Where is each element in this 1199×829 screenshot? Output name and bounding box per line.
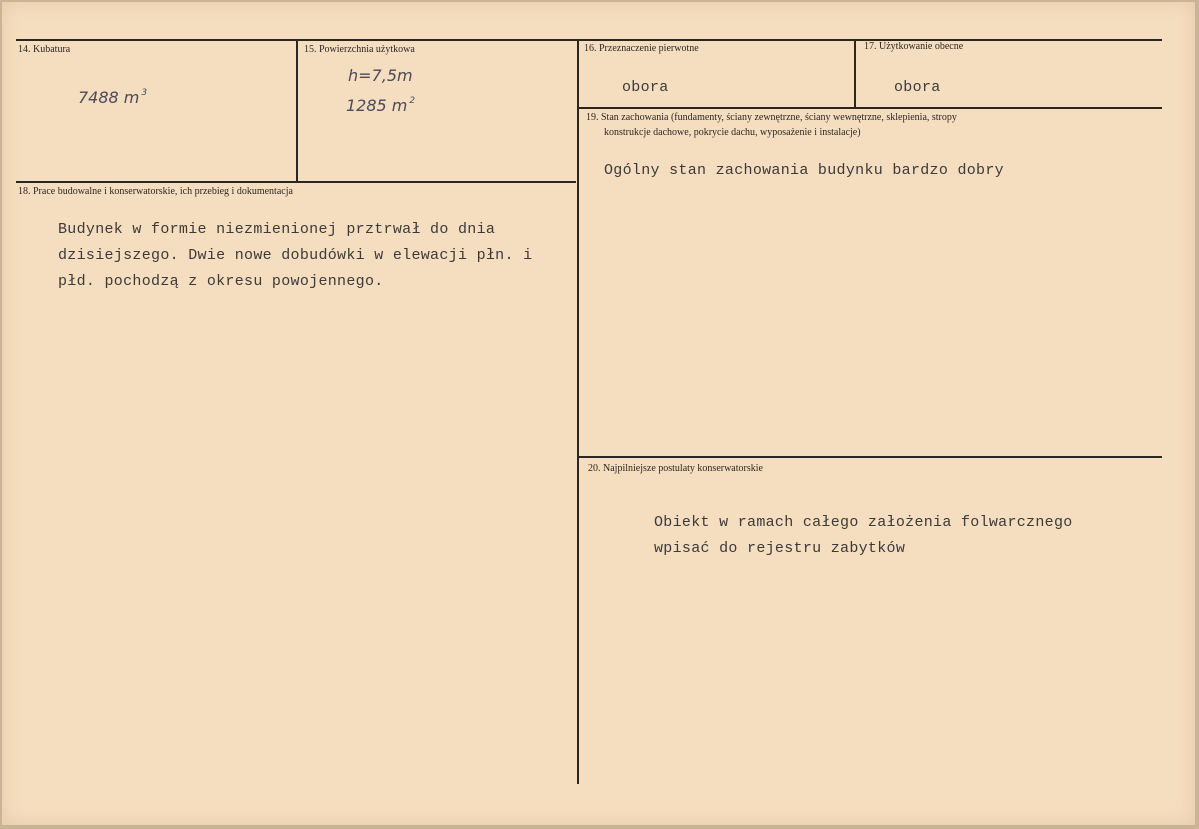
record-card (2, 2, 1195, 825)
kubatura-value (78, 88, 147, 107)
conservation-postulates-text (654, 510, 1073, 562)
construction-line-2: dzisiejszego. Dwie nowe dobudówki w elewacji płn. i (58, 247, 533, 264)
construction-line-1: Budynek w formie niezmienionej prztrwał do dnia (58, 221, 496, 238)
construction-works-text (58, 217, 532, 295)
postulate-line-1: Obiekt w ramach całego założenia folwarcznego (654, 514, 1073, 531)
divider-16-17 (854, 39, 856, 108)
divider-14-15 (296, 39, 298, 182)
field-20-label: 20. Najpilniejsze postulaty konserwatorskie (588, 463, 763, 474)
original-purpose-value: obora (622, 79, 669, 96)
postulate-line-2: wpisać do rejestru zabytków (654, 540, 906, 557)
field-19-label-line-2: konstrukcje dachowe, pokrycie dachu, wyposażenie i instalacje) (604, 127, 861, 138)
field-18-label: 18. Prace budowalne i konserwatorskie, ich przebieg i dokumentacja (18, 186, 293, 197)
condition-value: Ogólny stan zachowania budynku bardzo dobry (604, 162, 1004, 179)
top-rule (16, 39, 1162, 41)
section-19-bottom-rule (578, 456, 1162, 458)
construction-line-3: płd. pochodzą z okresu powojennego. (58, 273, 384, 290)
row1-bottom-rule-right (578, 107, 1162, 109)
kubatura-exponent: 3 (141, 88, 148, 98)
field-16-label: 16. Przeznaczenie pierwotne (584, 43, 699, 54)
field-15-label: 15. Powierzchnia użytkowa (304, 44, 415, 55)
area-text: 1285 m (346, 96, 408, 115)
field-19-label-line-1: 19. Stan zachowania (fundamenty, ściany zewnętrzne, ściany wewnętrzne, sklepienia, stropy (586, 112, 957, 123)
field-17-label: 17. Użytkowanie obecne (864, 41, 964, 52)
height-value: h=7,5m (348, 66, 413, 85)
area-exponent: 2 (409, 96, 416, 106)
area-value (346, 96, 415, 115)
field-14-label: 14. Kubatura (18, 44, 71, 55)
kubatura-text: 7488 m (78, 88, 140, 107)
center-divider (577, 39, 579, 784)
current-use-value: obora (894, 79, 941, 96)
